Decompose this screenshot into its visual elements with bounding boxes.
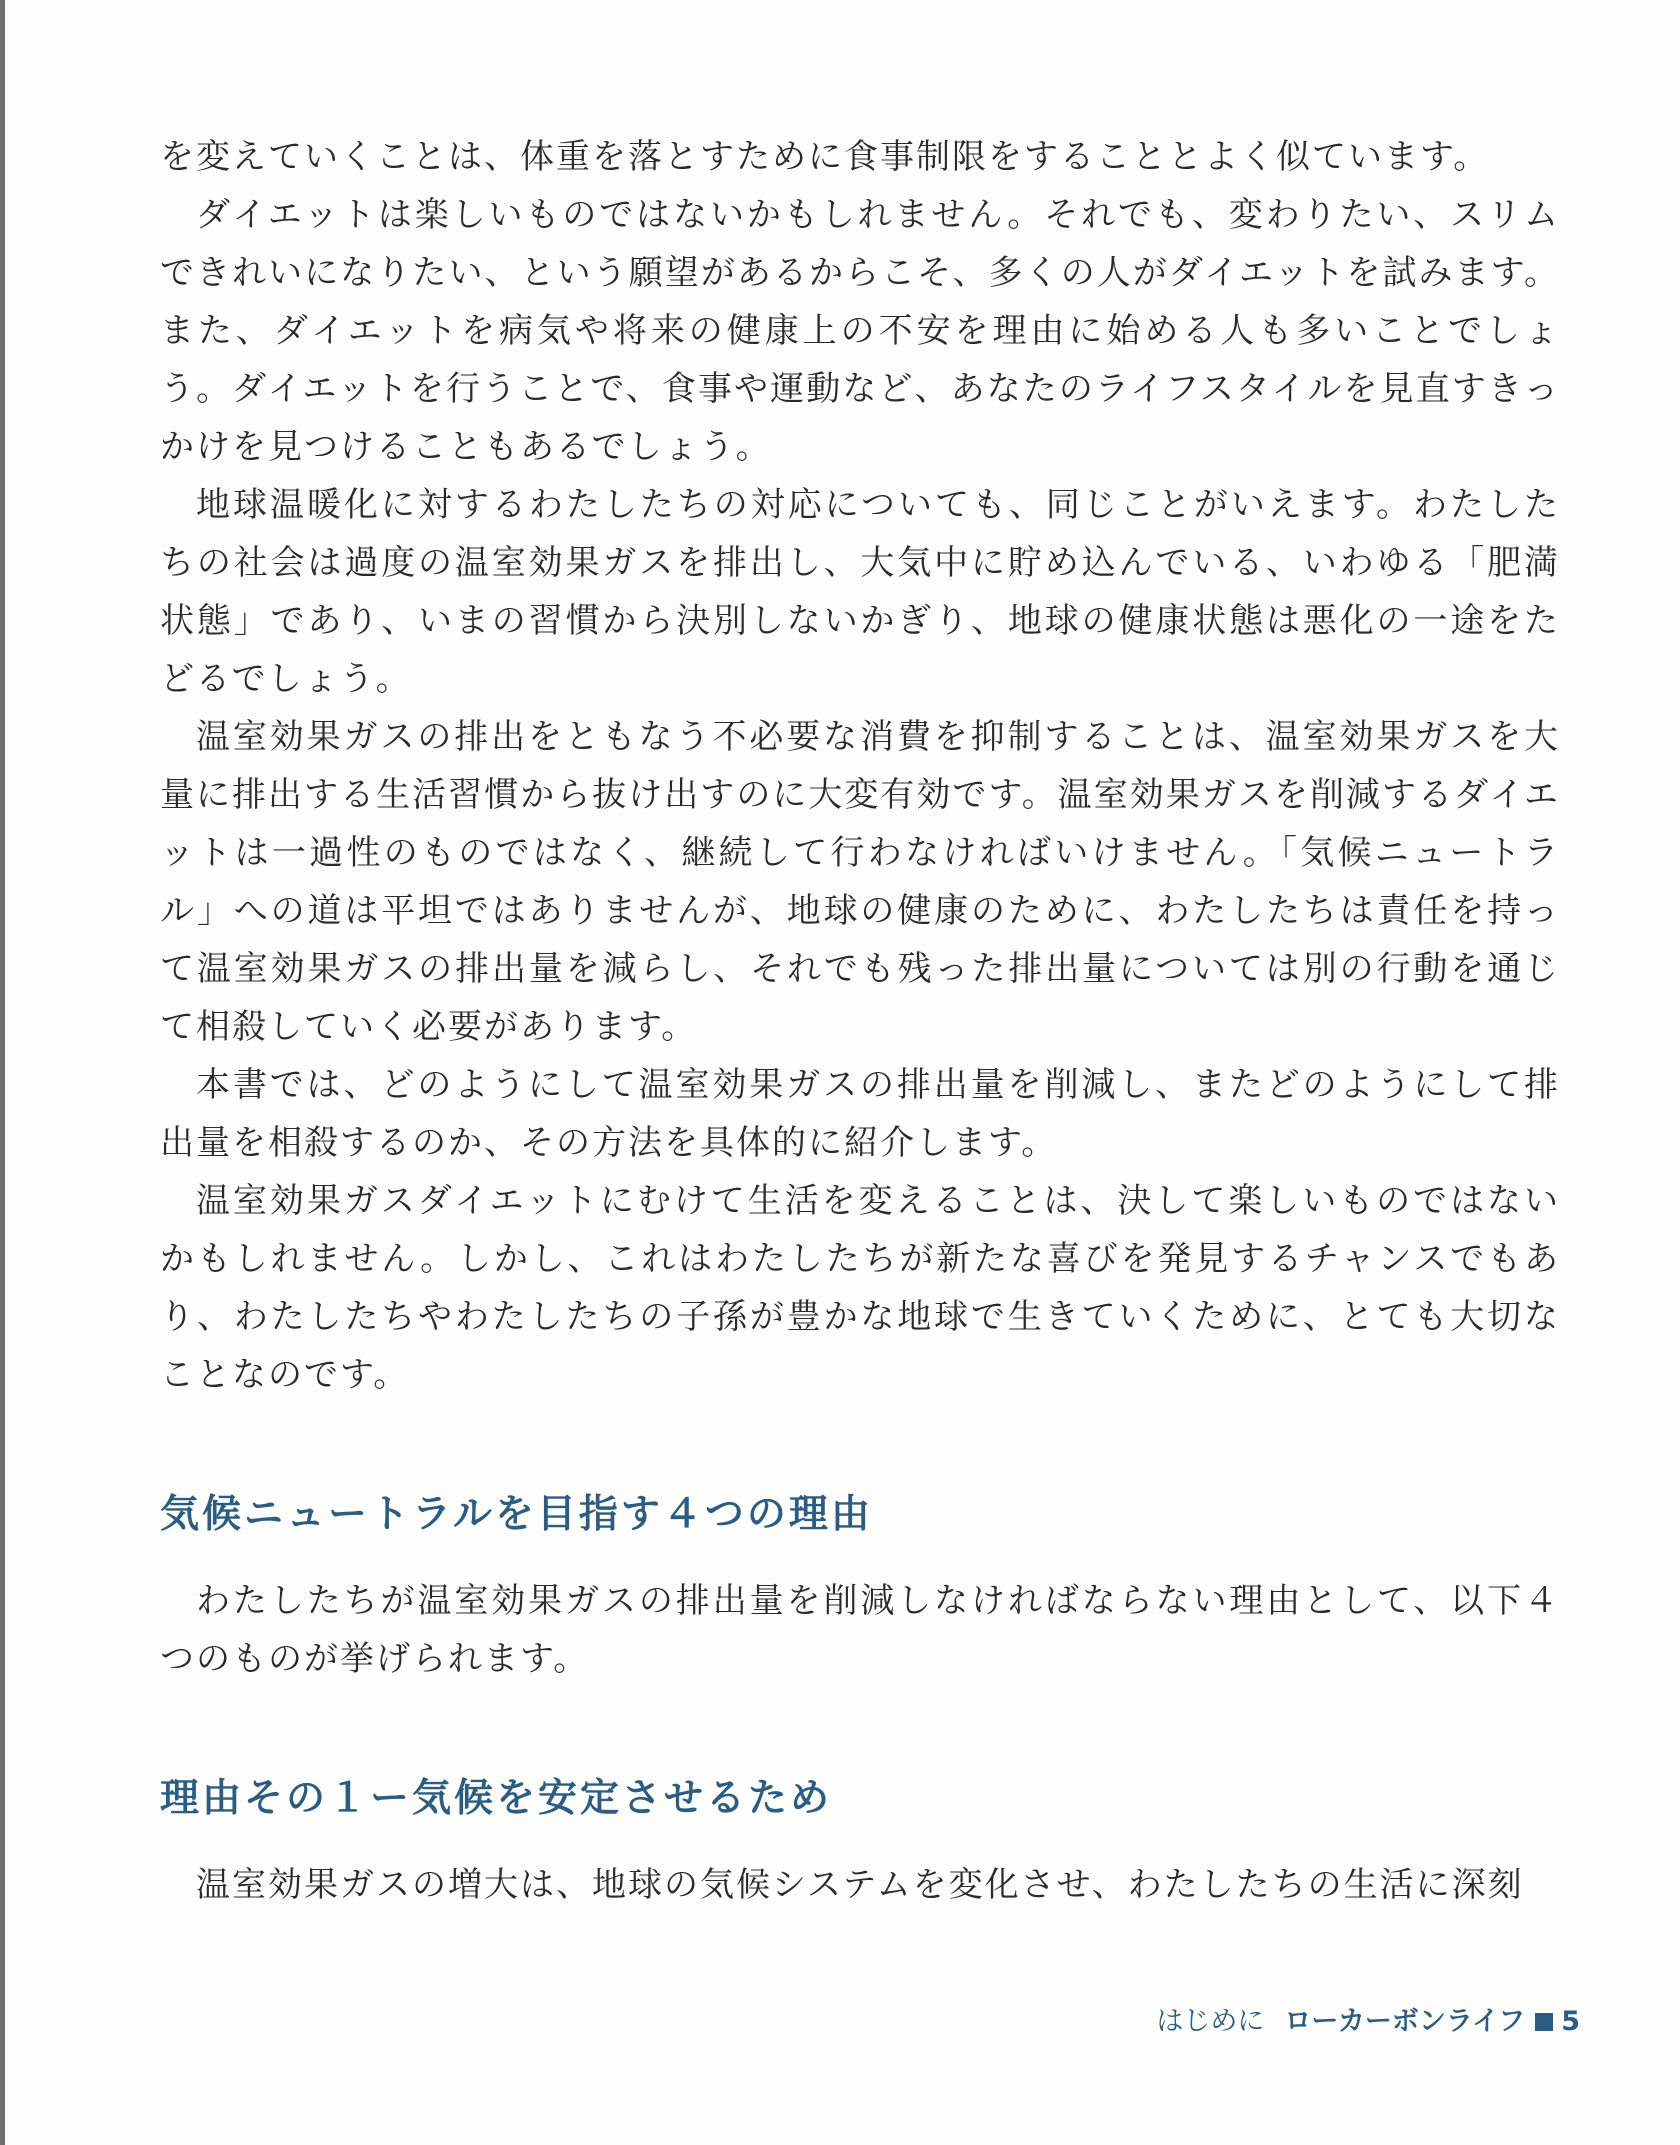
paragraph-book-intro: 本書では、どのようにして温室効果ガスの排出量を削減し、またどのようにして排出量を相殺するのか、その方法を具体的に紹介します。 xyxy=(160,1065,1560,1163)
page-body xyxy=(160,128,1560,1914)
section-heading-four-reasons: 気候ニュートラルを目指す４つの理由 xyxy=(160,1492,873,1537)
page-footer xyxy=(1156,2004,1580,2040)
paragraph-continuation: を変えていくことは、体重を落とすために食事制限をすることとよく似ています。 xyxy=(160,137,1490,177)
square-bullet-icon xyxy=(1535,2013,1553,2031)
footer-book-title: ローカーボンライフ xyxy=(1284,2006,1526,2037)
page-edge xyxy=(0,0,5,2145)
paragraph-reasons: わたしたちが温室効果ガスの排出量を削減しなければならない理由として、以下４つのものが挙げられます。 xyxy=(160,1581,1560,1679)
paragraph-diet: ダイエットは楽しいものではないかもしれません。それでも、変わりたい、スリムできれいになりたい、という願望があるからこそ、多くの人がダイエットを試みます。また、ダイエットを病気や将来の健康上の不安を理由に始める人も多いことでしょう。ダイエットを行うことで、食事や運動など、あなたのライフスタイルを見直すきっかけを見つけることもあるでしょう。 xyxy=(160,195,1560,467)
page-number: 5 xyxy=(1561,2006,1580,2037)
paragraph-opportunity: 温室効果ガスダイエットにむけて生活を変えることは、決して楽しいものではないかもしれません。しかし、これはわたしたちが新たな喜びを発見するチャンスでもあり、わたしたちやわたしたちの子孫が豊かな地球で生きていくために、とても大切なことなのです。 xyxy=(160,1181,1560,1395)
paragraph-global-warming: 地球温暖化に対するわたしたちの対応についても、同じことがいえます。わたしたちの社会は過度の温室効果ガスを排出し、大気中に貯め込んでいる、いわゆる「肥満状態」であり、いまの習慣から決別しないかぎり、地球の健康状態は悪化の一途をたどるでしょう。 xyxy=(160,485,1560,699)
paragraph-consumption: 温室効果ガスの排出をともなう不必要な消費を抑制することは、温室効果ガスを大量に排出する生活習慣から抜け出すのに大変有効です。温室効果ガスを削減するダイエットは一過性のものではなく、継続して行わなければいけません。「気候ニュートラル」への道は平坦ではありませんが、地球の健康のために、わたしたちは責任を持って温室効果ガスの排出量を減らし、それでも残った排出量については別の行動を通じて相殺していく必要があります。 xyxy=(160,717,1560,1047)
section-heading-reason-one: 理由その１ー気候を安定させるため xyxy=(160,1776,833,1821)
paragraph-climate: 温室効果ガスの増大は、地球の気候システムを変化させ、わたしたちの生活に深刻 xyxy=(196,1865,1524,1905)
footer-section-label: はじめに xyxy=(1156,2006,1265,2037)
